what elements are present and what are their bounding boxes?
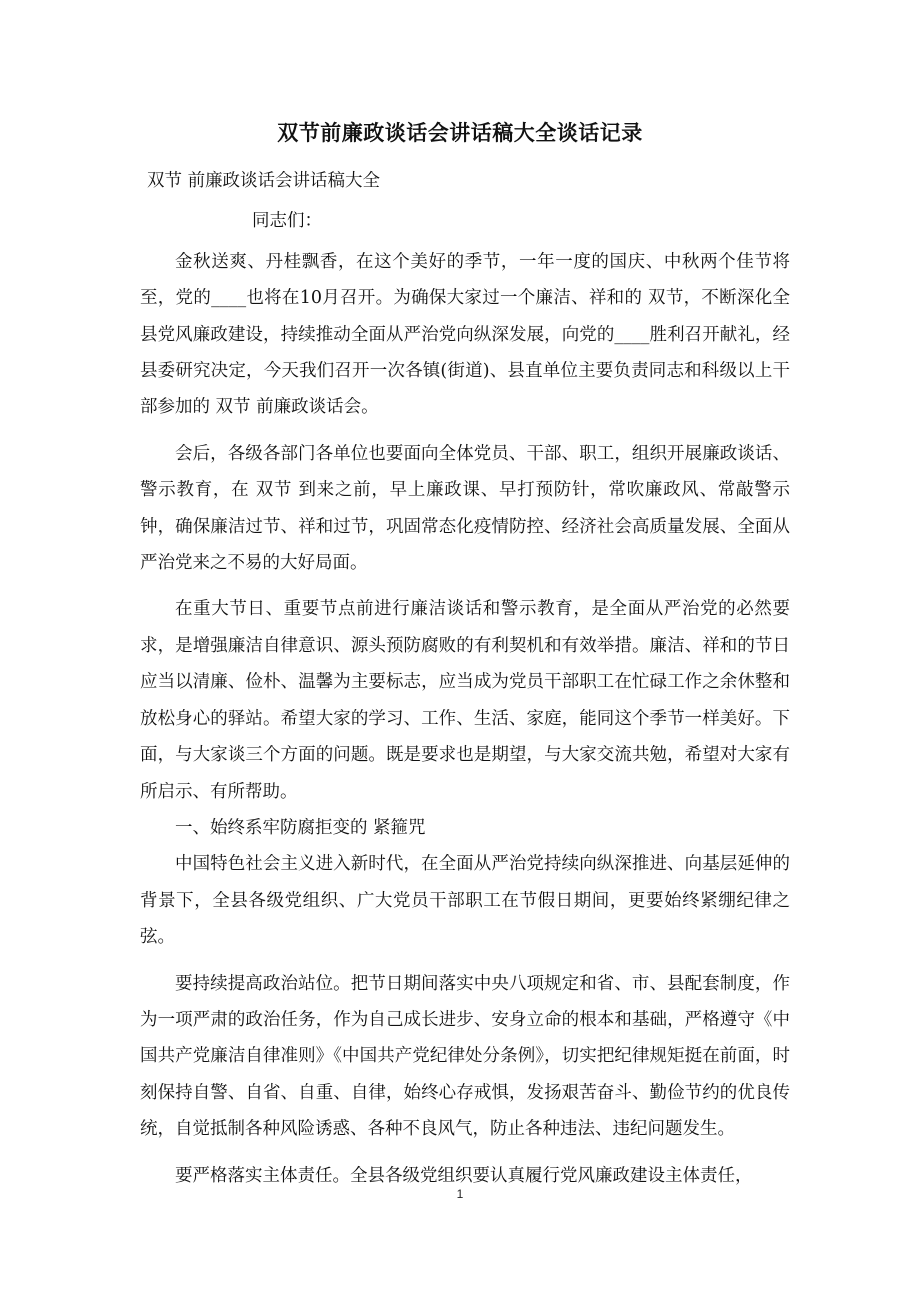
paragraph-main-responsibility: 要严格落实主体责任。全县各级党组织要认真履行党风廉政建设主体责任， [175,1165,753,1186]
paragraph-holiday-education: 在重大节日、重要节点前进行廉洁谈话和警示教育，是全面从严治党的必然要求，是增强廉洁自律意识、源头预防腐败的有利契机和有效举措。廉洁、祥和的节日应当以清廉、俭朴、温馨为主要标志，应当成为党员干部职工在忙碌工作之余休整和放松身心的驿站。希望大家的学习、工作、生活、家庭，能同这个季节一样美好。下面，与大家谈三个方面的问题。既是要求也是期望，与大家交流共勉，希望对大家有所启示、有所帮助。 [140,599,790,802]
paragraph-new-era: 中国特色社会主义进入新时代，在全面从严治党持续向纵深推进、向基层延伸的背景下，全县各级党组织、广大党员干部职工在节假日期间，更要始终紧绷纪律之弦。 [140,854,790,948]
paragraph-after-meeting: 会后，各级各部门各单位也要面向全体党员、干部、职工，组织开展廉政谈话、警示教育，在 双节 到来之前，早上廉政课、早打预防针，常吹廉政风、常敲警示钟，确保廉洁过节、祥和过节，巩固常态化疫情防控、经济社会高质量发展、全面从严治党来之不易的大好局面。 [140,443,790,574]
paragraph-political-stance: 要持续提高政治站位。把节日期间落实中央八项规定和省、市、县配套制度，作为一项严肃的政治任务，作为自己成长进步、安身立命的根本和基础，严格遵守《中国共产党廉洁自律准则》《中国共产党纪律处分条例》，切实把纪律规矩挺在前面，时刻保持自警、自省、自重、自律，始终心存戒惧，发扬艰苦奋斗、勤俭节约的优良传统，自觉抵制各种风险诱惑、各种不良风气，防止各种违法、违纪问题发生。 [140,973,790,1140]
document-title: 双节前廉政谈话会讲话稿大全谈话记录 [277,120,643,145]
document-subtitle: 双节 前廉政谈话会讲话稿大全 [147,171,381,191]
section-heading: 一、始终系牢防腐拒变的 紧箍咒 [175,817,426,838]
document-body [140,163,790,1194]
paragraph-intro: 金秋送爽、丹桂飘香，在这个美好的季节，一年一度的国庆、中秋两个佳节将至，党的____也将在10月召开。为确保大家过一个廉洁、祥和的 双节，不断深化全县党风廉政建设，持续推动全面从严治党向纵深发展，向党的____胜利召开献礼，经县委研究决定，今天我们召开一次各镇(街道)、县直单位主要负责同志和科级以上干部参加的 双节 前廉政谈话会。 [140,251,790,418]
salutation: 同志们： [252,211,322,232]
page-number: 1 [456,1187,464,1201]
